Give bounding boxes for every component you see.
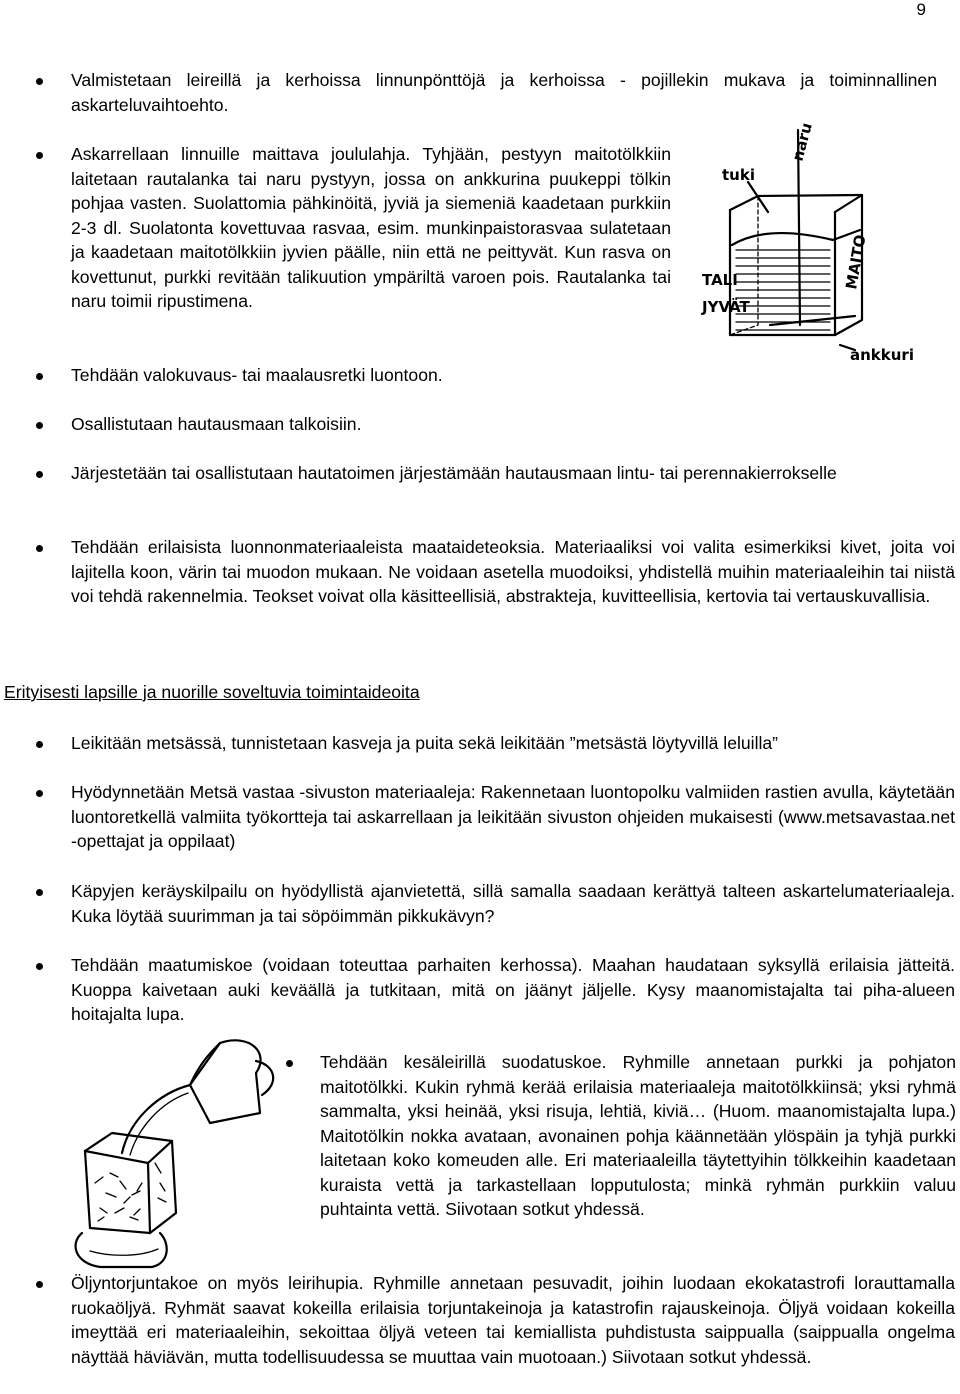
list-item-text: Järjestetään tai osallistutaan hautatoimen järjestämään hautausmaan lintu- tai perennakierrokselle: [71, 463, 837, 483]
bullet-icon: [36, 373, 43, 380]
list-item-text: Askarrellaan linnuille maittava joululahja. Tyhjään, pestyyn maitotölkkiin laitetaan rautalanka tai naru pystyyn, jossa on ankkurina puukeppi tölkin pohjaa vasten. Suolattomia pähkinöitä, jyviä ja siemeniä kaadetaan purkkiin 2-3 dl. Suolatonta kovettuvaa rasvaa, esim. munkinpaistorasvaa sulatetaan ja kaadetaan maitotölkkiin jyvien päälle, niin että ne peittyvät. Kun rasva on kovettunut, purkki revitään talikuution ympäriltä varoen pois. Rautalanka tai naru toimii ripustimena.: [71, 144, 671, 311]
list-item-text: Leikitään metsässä, tunnistetaan kasveja ja puita sekä leikitään ”metsästä löytyvillä leluilla”: [71, 733, 779, 753]
filtration-sketch: [60, 1033, 290, 1273]
label-maito: MAITO: [842, 233, 870, 291]
bullet-icon: [286, 1060, 293, 1067]
list-item-text: Hyödynnetään Metsä vastaa -sivuston materiaaleja: Rakennetaan luontopolku valmiiden rastien avulla, käytetään luontoretkellä valmiita työkortteja tai askarrellaan ja leikitään sivuston ohjeiden mukaisesti (www.metsavastaa.net -opettajat ja oppilaat): [71, 782, 955, 851]
milk-carton-sketch: [690, 120, 930, 370]
list-item-text: Käpyjen keräyskilpailu on hyödyllistä ajanvietettä, sillä samalla saadaan kerättyä talteen askartelumateriaaleja. Kuka löytää suurimman ja tai söpöimmän pikkukävyn?: [71, 881, 955, 926]
label-tali: TALI: [702, 271, 738, 289]
label-jyvat: JYVÄT: [702, 298, 750, 316]
bullet-icon: [36, 963, 43, 970]
list-item-text: Tehdään erilaisista luonnonmateriaaleista maataideteoksia. Materiaaliksi voi valita esimerkiksi kivet, joita voi lajitella koon, värin tai muodon mukaan. Ne voidaan asetella muodoiksi, yhdistellä muihin materiaaleihin tai niistä voi tehdä rakennelmia. Teokset voivat olla käsitteellisiä, abstrakteja, kuvitteellisia, kertovia tai vertauskuvallisia.: [71, 537, 955, 606]
list-item-text: Valmistetaan leireillä ja kerhoissa linnunpönttöjä ja kerhoissa - pojillekin mukava ja toiminnallinen askarteluvaihtoehto.: [71, 70, 937, 115]
list-item-text: Öljyntorjuntakoe on myös leirihupia. Ryhmille annetaan pesuvadit, joihin luodaan ekokatastrofi lorauttamalla ruokaöljyä. Ryhmät saavat kokeilla erilaisia torjuntakeinoja ja katastrofin rajauskeinoja. Öljyä voidaan kokeilla imeyttää eri materiaaleihin, sekoittaa öljyä veteen tai kemiallista puhdistusta saippualla (saippualla ongelma näyttää häviävän, mutta todellisuudessa se muuttaa vain muotoaan.) Siivotaan sotkut yhdessä.: [71, 1273, 955, 1367]
page-number: 9: [916, 0, 926, 19]
bullet-icon: [36, 545, 43, 552]
list-item-text: Tehdään maatumiskoe (voidaan toteuttaa parhaiten kerhossa). Maahan haudataan syksyllä erilaisia jätteitä. Kuoppa kaivetaan auki keväällä ja tutkitaan, mitä on jäänyt jäljelle. Kysy maanomistajalta tai piha-alueen hoitajalta lupa.: [71, 955, 955, 1024]
bullet-icon: [36, 78, 43, 85]
label-ankkuri: ankkuri: [850, 346, 914, 364]
list-item-text: Osallistutaan hautausmaan talkoisiin.: [71, 414, 362, 434]
bullet-icon: [36, 1281, 43, 1288]
label-naru: naru: [788, 120, 816, 164]
list-item-text: Tehdään valokuvaus- tai maalausretki luontoon.: [71, 365, 443, 385]
bullet-icon: [36, 790, 43, 797]
bullet-icon: [36, 422, 43, 429]
section-heading: Erityisesti lapsille ja nuorille soveltuvia toimintaideoita: [4, 682, 420, 702]
bullet-icon: [36, 471, 43, 478]
bullet-icon: [36, 889, 43, 896]
list-item-text: Tehdään kesäleirillä suodatuskoe. Ryhmille annetaan purkki ja pohjaton maitotölkki. Kukin ryhmä kerää erilaisia materiaaleja maitotölkkiinsä; yksi ryhmä sammalta, yksi heinää, yksi risuja, lehtiä, kiviä… (Huom. maanomistajalta lupa.) Maitotölkin nokka avataan, avonainen pohja käännetään ylöspäin ja tyhjä purkki laitetaan koko komeuden alle. Eri materiaaleilla täytettyihin tölkkeihin kaadetaan kuraista vettä ja tarkastellaan lopputulosta; minkä ryhmän purkkiin valuu puhtainta vettä. Siivotaan sotkut yhdessä.: [320, 1052, 956, 1219]
bullet-icon: [36, 741, 43, 748]
label-tuki: tuki: [722, 166, 755, 184]
bullet-icon: [36, 152, 43, 159]
